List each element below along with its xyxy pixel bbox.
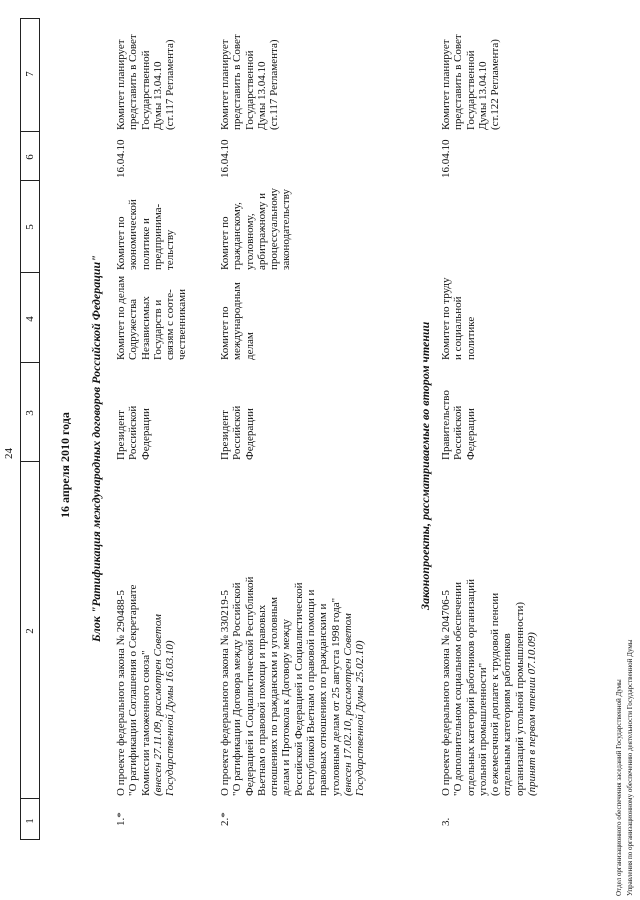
responsible-committee: Комитет по международным делам <box>219 282 256 360</box>
column-number: 2 <box>24 628 36 634</box>
footer-line: Отдел организационного обеспечения заседаний Государственной Думы <box>615 679 623 896</box>
date-heading: 16 апреля 2010 года <box>58 412 72 518</box>
column-number-header <box>20 18 40 840</box>
bill-title: О проекте федерального закона № 330219-5 "О ратификации Договора между Российской Федерацией и Социалистической Республикой Вьетнам о правовой помощи и правовых отношениях по гражданским и уголовным делам и Протокола к Договору между Российской Федерацией и Социалистической Республикой Вьетнам о правовой помощи и правовых отношениях по гражданским и уголовным делам от 25 августа 1998 года" (внесен 17.02.10, рассмотрен Советом Государственной Думы 25.02.10) <box>219 576 367 796</box>
review-date: 16.04.10 <box>115 139 127 178</box>
row-number: 2.* <box>219 812 231 826</box>
review-date: 16.04.10 <box>219 139 231 178</box>
column-separator <box>21 362 39 363</box>
column-number: 6 <box>24 154 36 160</box>
column-number: 1 <box>24 818 36 824</box>
page-number: 24 <box>3 448 15 459</box>
status-note: Комитет планирует представить в Совет Государственной Думы 13.04.10 (ст.117 Регламента) <box>219 34 281 130</box>
footer-line: Управления по организационному обеспечению деятельности Государственной Думы <box>626 639 634 896</box>
column-separator <box>21 272 39 273</box>
bill-title: О проекте федерального закона № 290488-5 "О ратификации Соглашения о Секретариате Комиссии таможенного союза" (внесен 27.11.09, рассмотрен Советом Государственной Думы 16.03.10) <box>115 584 177 796</box>
column-separator <box>21 180 39 181</box>
status-note: Комитет планирует представить в Совет Государственной Думы 13.04.10 (ст.117 Регламента) <box>115 34 177 130</box>
bill-title: О проекте федерального закона № 204706-5 "О дополнительном социальном обеспечении отдельных категорий работников организаций угольной промышленности" (о ежемесячной доплате к трудовой пенсии отдельным категориям работников организаций угольной промышленности) (принят в первом чтении 07.10.09) <box>440 579 539 796</box>
row-number: 3. <box>440 817 452 826</box>
initiator: Президент Российской Федерации <box>115 405 152 460</box>
block-heading: Блок "Ратификация международных договоров Российской Федерации" <box>89 255 103 642</box>
initiator: Президент Российской Федерации <box>219 405 256 460</box>
column-separator <box>21 131 39 132</box>
column-number: 7 <box>24 71 36 77</box>
initiator: Правительство Российской Федерации <box>440 390 477 460</box>
column-separator <box>21 461 39 462</box>
co-committee: Комитет по гражданскому, уголовному, арбитражному и процессуальному законодательству <box>219 187 293 270</box>
column-number: 4 <box>24 316 36 322</box>
section-heading: Законопроекты, рассматриваемые во втором чтении <box>418 321 432 610</box>
column-number: 3 <box>24 410 36 416</box>
column-separator <box>21 798 39 799</box>
review-date: 16.04.10 <box>440 139 452 178</box>
status-note: Комитет планирует представить в Совет Государственной Думы 13.04.10 (ст.122 Регламента) <box>440 34 502 130</box>
co-committee: Комитет по экономической политике и предпринима- тельству <box>115 199 177 270</box>
responsible-committee: Комитет по труду и социальной политике <box>440 277 477 360</box>
row-number: 1.* <box>115 812 127 826</box>
responsible-committee: Комитет по делам Содружества Независимых Государств и связям с соотe- чественниками <box>115 275 189 360</box>
column-number: 5 <box>24 224 36 230</box>
